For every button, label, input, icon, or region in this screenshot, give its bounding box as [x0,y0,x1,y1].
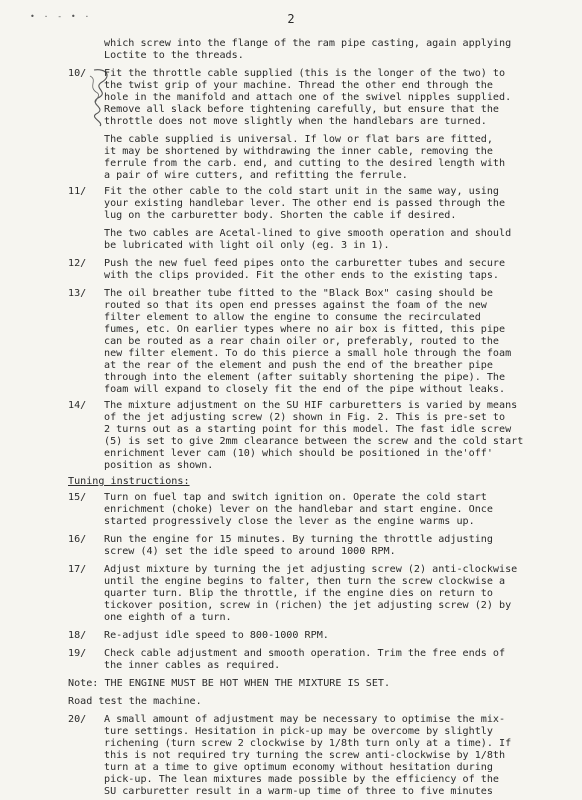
text-line: it may be shortened by withdrawing the inner cable, removing the [104,146,493,157]
text-line: ture settings. Hesitation in pick-up may be overcome by slightly [104,726,493,737]
step-number: 18/ [68,630,87,641]
text-line: through into the element (after suitably shortening the pipe). The [104,372,506,383]
text-line: throttle does not move slightly when the handlebars are turned. [104,116,487,127]
step-number: 14/ [68,400,87,411]
text-line: lug on the carburetter body. Shorten the cable if desired. [104,210,457,221]
text-line: tickover position, screw in (richen) the jet adjusting screw (2) by [104,600,512,611]
text-line: Adjust mixture by turning the jet adjusting screw (2) anti-clockwise [104,564,518,575]
text-line: enrichment lever cam (10) which should be positioned in the'off' [104,448,493,459]
text-line: Re-adjust idle speed to 800-1000 RPM. [104,630,329,641]
text-line: (5) is set to give 2mm clearance between the screw and the cold start [104,436,524,447]
step-number: 11/ [68,186,87,197]
text-line: the inner cables as required. [104,660,281,671]
text-line: The two cables are Acetal-lined to give smooth operation and should [104,228,512,239]
step-number: 19/ [68,648,87,659]
text-line: fumes, etc. On earlier types where no air box is fitted, this pipe [104,324,506,335]
text-line: foam will expand to closely fit the end of the pipe without leaks. [104,384,506,395]
text-line: The cable supplied is universal. If low or flat bars are fitted, [104,134,493,145]
text-line: 2 turns out as a starting point for this model. The fast idle screw [104,424,512,435]
text-line: Check cable adjustment and smooth operation. Trim the free ends of [104,648,506,659]
text-line: Push the new fuel feed pipes onto the carburetter tubes and secure [104,258,506,269]
text-line: SU carburetter result in a warm-up time of three to five minutes [104,786,493,797]
text-line: until the engine begins to falter, then turn the screw clockwise a [104,576,506,587]
step-number: 15/ [68,492,87,503]
intro-line: Loctite to the threads. [104,50,244,61]
step-number: 17/ [68,564,87,575]
step-number: 13/ [68,288,87,299]
text-line: started progressively close the lever as the engine warms up. [104,516,475,527]
text-line: can be routed as a rear chain oiler or, preferably, routed to the [104,336,500,347]
intro-line: which screw into the flange of the ram pipe casting, again applying [104,38,512,49]
text-line: The oil breather tube fitted to the "Black Box" casing should be [104,288,493,299]
text-line: with the clips provided. Fit the other ends to the existing taps. [104,270,500,281]
text-line: be lubricated with light oil only (eg. 3 in 1). [104,240,390,251]
text-line: Turn on fuel tap and switch ignition on. Operate the cold start [104,492,487,503]
step-number: 12/ [68,258,87,269]
text-line: Fit the throttle cable supplied (this is the longer of the two) to [104,68,506,79]
note-line: Note: THE ENGINE MUST BE HOT WHEN THE MIXTURE IS SET. [68,678,391,689]
text-line: A small amount of adjustment may be necessary to optimise the mix- [104,714,506,725]
text-line: richening (turn screw 2 clockwise by 1/8th turn only at a time). If [104,738,512,749]
text-line: The mixture adjustment on the SU HIF carburetters is varied by means [104,400,518,411]
text-line: a pair of wire cutters, and refitting the ferrule. [104,170,408,181]
road-test-line: Road test the machine. [68,696,202,707]
text-line: the twist grip of your machine. Thread the other end through the [104,80,493,91]
step-number: 20/ [68,714,87,725]
page-number: 2 [287,12,295,26]
text-line: hole in the manifold and attach one of the swivel nipples supplied. [104,92,512,103]
top-marks: • · - • · [30,12,92,21]
text-line: Run the engine for 15 minutes. By turning the throttle adjusting [104,534,493,545]
text-line: Fit the other cable to the cold start unit in the same way, using [104,186,500,197]
text-line: this is not required try turning the screw anti-clockwise by 1/8th [104,750,506,761]
text-line: at the rear of the element and push the end of the breather pipe [104,360,493,371]
text-line: position as shown. [104,460,214,471]
text-line: turn at a time to give optimum economy without hesitation during [104,762,493,773]
step-number: 10/ [68,68,87,79]
text-line: filter element to allow the engine to consume the recirculated [104,312,481,323]
text-line: enrichment (choke) lever on the handlebar and start engine. Once [104,504,493,515]
section-heading: Tuning instructions: [68,476,190,487]
text-line: of the jet adjusting screw (2) shown in Fig. 2. This is pre-set to [104,412,506,423]
text-line: routed so that its open end presses against the foam of the new [104,300,487,311]
text-line: pick-up. The lean mixtures made possible by the efficiency of the [104,774,500,785]
text-line: new filter element. To do this pierce a small hole through the foam [104,348,512,359]
text-line: one eighth of a turn. [104,612,232,623]
text-line: quarter turn. Blip the throttle, if the engine dies on return to [104,588,493,599]
text-line: Remove all slack before tightening carefully, but ensure that the [104,104,500,115]
text-line: screw (4) set the idle speed to around 1000 RPM. [104,546,396,557]
text-line: your existing handlebar lever. The other end is passed through the [104,198,506,209]
text-line: ferrule from the carb. end, and cutting to the desired length with [104,158,506,169]
step-number: 16/ [68,534,87,545]
